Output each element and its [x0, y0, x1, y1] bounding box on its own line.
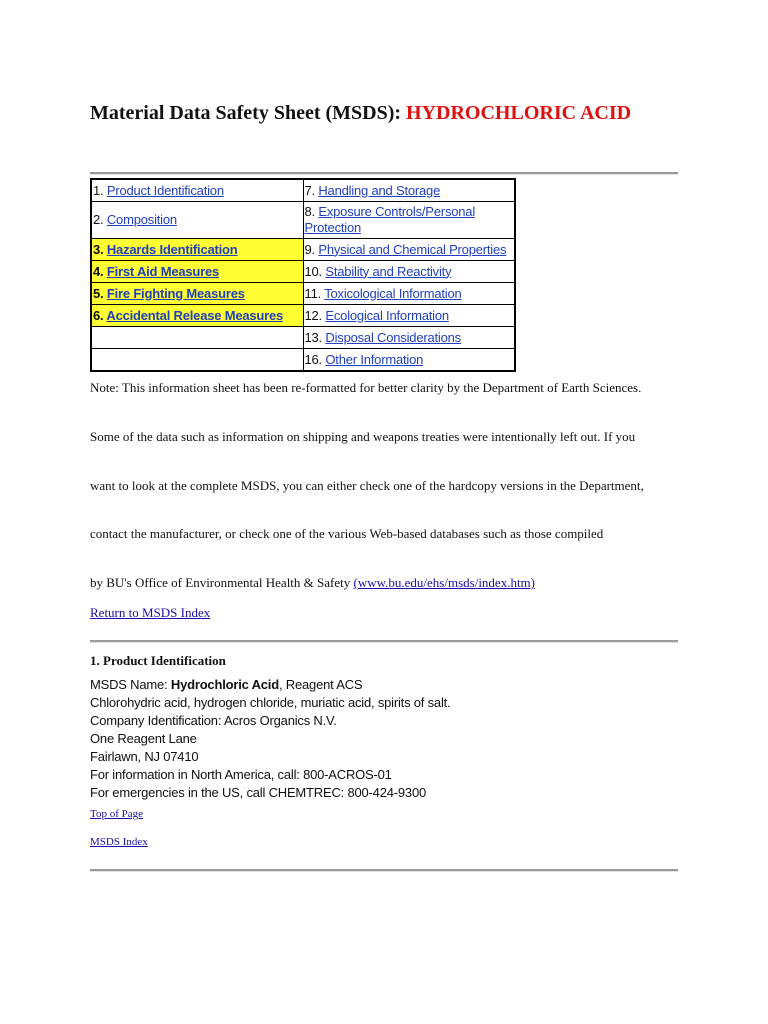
section-link[interactable]: Other Information: [325, 351, 424, 367]
section-number: 9.: [304, 241, 319, 257]
contents-row: [91, 261, 515, 283]
section-link[interactable]: Product Identification: [106, 182, 224, 198]
section-number: 3.: [93, 241, 107, 257]
contents-row: [91, 327, 515, 349]
page-title: [90, 98, 650, 128]
divider: [90, 640, 678, 643]
section-link[interactable]: First Aid Measures: [106, 263, 220, 279]
contents-row: [91, 283, 515, 305]
contents-row: [91, 239, 515, 261]
synonyms-line: Chlorohydric acid, hydrogen chloride, muriatic acid, spirits of salt.: [90, 695, 451, 710]
note-reformatted: Note: This information sheet has been re-formatted for better clarity by the Department of Earth Sciences.: [90, 380, 642, 395]
contents-cell-left: [91, 305, 303, 327]
section-link[interactable]: Hazards Identification: [106, 241, 238, 257]
section-link[interactable]: Fire Fighting Measures: [106, 285, 245, 301]
info-phone-line: For information in North America, call: 800-ACROS-01: [90, 767, 392, 782]
section-number: 10.: [304, 263, 326, 279]
contents-cell-left: [91, 327, 303, 349]
emergency-phone-line: For emergencies in the US, call CHEMTREC: 800-424-9300: [90, 785, 427, 800]
contents-row: [91, 179, 515, 202]
msds-name-value: Hydrochloric Acid: [170, 677, 279, 692]
section-link[interactable]: Toxicological Information: [324, 285, 462, 301]
section-link[interactable]: Disposal Considerations: [325, 329, 461, 345]
section-heading-product-identification: 1. Product Identification: [90, 653, 226, 668]
note-omitted-data: Some of the data such as information on shipping and weapons treaties were intentionally left out. If you: [90, 429, 636, 444]
contents-cell-left: [91, 349, 303, 372]
msds-name-label: MSDS Name:: [90, 677, 171, 692]
section-number: 6.: [93, 307, 107, 323]
contents-cell-right: [303, 283, 515, 305]
section-number: 7.: [304, 182, 319, 198]
return-to-msds-index-link[interactable]: Return to MSDS Index: [90, 605, 211, 620]
contents-cell-left: [91, 239, 303, 261]
address-line-2: Fairlawn, NJ 07410: [90, 749, 199, 764]
section-link[interactable]: Physical and Chemical Properties: [318, 241, 507, 257]
section-link[interactable]: Accidental Release Measures: [106, 307, 284, 323]
chemical-name: HYDROCHLORIC ACID: [406, 102, 632, 124]
company-line: Company Identification: Acros Organics N.V.: [90, 713, 337, 728]
product-identification-block: [90, 676, 680, 802]
bu-ehs-link[interactable]: (www.bu.edu/ehs/msds/index.htm): [353, 575, 535, 590]
section-link[interactable]: Composition: [106, 212, 177, 227]
section-number: 8.: [304, 204, 319, 219]
contents-cell-right: [303, 239, 515, 261]
section-number: 16.: [304, 351, 326, 367]
address-line-1: One Reagent Lane: [90, 731, 197, 746]
section-number: 2.: [93, 212, 107, 227]
section-link[interactable]: Stability and Reactivity: [325, 263, 452, 279]
section-number: 12.: [304, 307, 326, 323]
divider: [90, 172, 678, 175]
contents-cell-left: [91, 283, 303, 305]
contents-cell-right: [303, 305, 515, 327]
contents-table: [90, 178, 516, 372]
return-index-line: [90, 604, 680, 622]
msds-name-line: [90, 676, 680, 694]
section-link[interactable]: Exposure Controls/Personal Protection: [304, 204, 476, 235]
contents-cell-right: [303, 349, 515, 372]
contents-cell-left: [91, 179, 303, 202]
section-number: 13.: [304, 329, 326, 345]
contents-cell-right: [303, 327, 515, 349]
section-number: 4.: [93, 263, 107, 279]
note-contact: contact the manufacturer, or check one of the various Web-based databases such as those compiled: [90, 526, 604, 541]
note-bu-ehs: [90, 574, 680, 592]
section-link[interactable]: Ecological Information: [325, 307, 449, 323]
contents-cell-right: [303, 261, 515, 283]
contents-row: [91, 305, 515, 327]
section-number: 11.: [304, 285, 325, 301]
note-complete-msds: want to look at the complete MSDS, you can either check one of the hardcopy versions in the Department,: [90, 478, 644, 493]
contents-cell-right: [303, 179, 515, 202]
section-link[interactable]: Handling and Storage: [318, 182, 441, 198]
contents-row: [91, 202, 515, 239]
note-bu-ehs-text: by BU's Office of Environmental Health & Safety: [90, 575, 354, 590]
contents-cell-left: [91, 202, 303, 239]
contents-row: [91, 349, 515, 372]
divider: [90, 869, 678, 872]
msds-name-suffix: , Reagent ACS: [278, 677, 363, 692]
section-number: 5.: [93, 285, 107, 301]
contents-cell-left: [91, 261, 303, 283]
top-of-page-link[interactable]: Top of Page: [90, 808, 143, 820]
section-number: 1.: [93, 182, 107, 198]
title-prefix: Material Data Safety Sheet (MSDS):: [90, 102, 407, 124]
contents-cell-right: [303, 202, 515, 239]
msds-index-link[interactable]: MSDS Index: [90, 836, 148, 848]
